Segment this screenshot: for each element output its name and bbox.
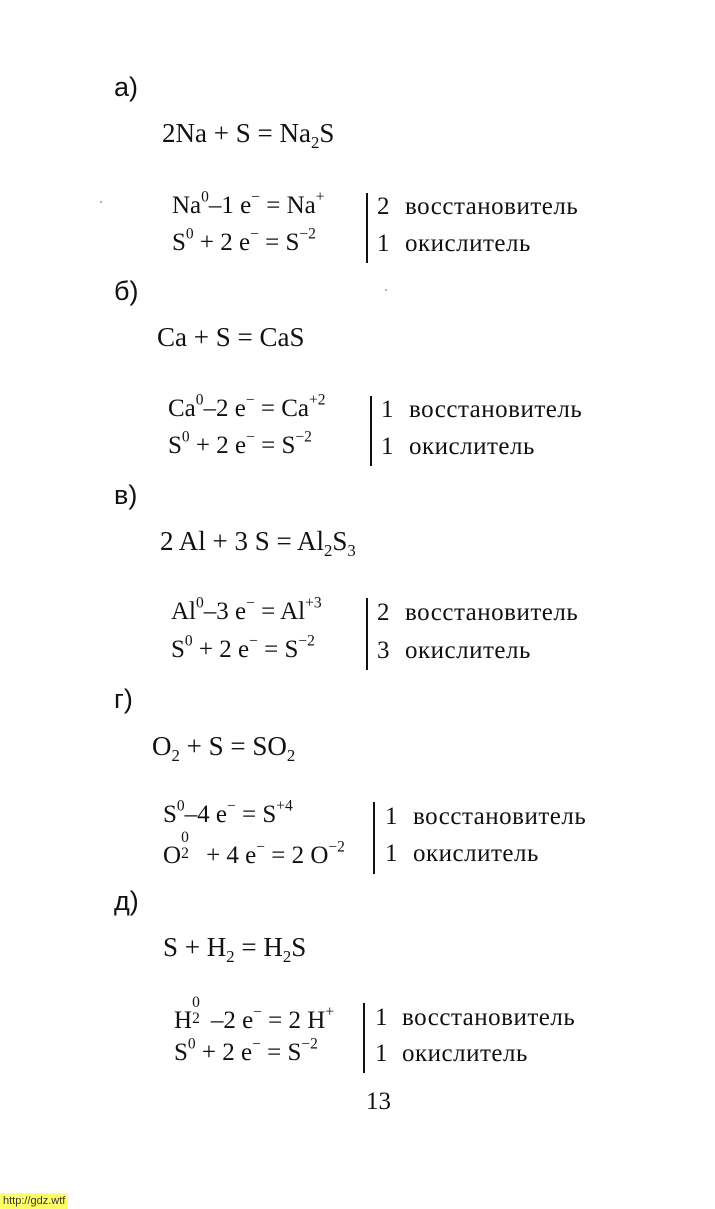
role-label: окислитель [409,433,535,460]
electron-coefficient: 1 [375,1040,388,1067]
role-label: окислитель [405,637,531,664]
half-reaction-oxidation: H 0 2 –2 e− = 2 H+ [174,994,335,1034]
electron-coefficient: 1 [375,1004,388,1031]
role-label: восстановитель [405,193,579,220]
balance-divider [366,193,368,263]
section-letter: а) [114,72,139,102]
watermark-link[interactable]: http://gdz.wtf [0,1193,68,1209]
role-label: восстановитель [402,1004,576,1031]
reaction-equation: $O_2 + S = SO_2$ [152,731,296,765]
half-reaction-oxidation: Ca$^0$–2 $e^- = Ca^{+2}$ [168,391,326,422]
balance-divider [370,396,372,466]
page-number: 13 [366,1088,391,1115]
scan-speck [100,201,102,203]
role-label: окислитель [402,1040,528,1067]
role-label: окислитель [405,230,531,257]
half-reaction-reduction: $S^0 + 2$ $e^- = S^{-2}$ [168,428,312,459]
half-reaction-oxidation: Na$^0$–1 e− = Na+ [172,188,325,219]
reaction-equation: $S + H_2 = H_2S$ [163,932,307,966]
section-letter: г) [114,684,133,714]
electron-coefficient: 1 [385,840,398,867]
section-letter: д) [114,886,139,916]
electron-coefficient: 1 [385,803,398,830]
role-label: восстановитель [405,599,579,626]
half-reaction-reduction: $S^0 + 2$ $e^- = S^{-2}$ [172,225,316,256]
reaction-equation: $2Na + S = Na_2S$ [162,118,335,152]
electron-coefficient: 2 [377,599,390,626]
balance-divider [363,1003,365,1073]
electron-coefficient: 2 [377,193,390,220]
electron-coefficient: 3 [377,637,390,664]
half-reaction-reduction: O 0 2 + 4 e− = 2 $O^{-2}$ [163,829,345,869]
half-reaction-oxidation: Al$^0$–3 $e^- = Al^{+3}$ [171,594,322,625]
reaction-equation: Ca + S = CaS [157,322,305,352]
half-reaction-oxidation: $S^0-4$ $e^- = S^{+4}$ [163,797,293,828]
role-label: восстановитель [413,803,587,830]
role-label: окислитель [413,840,539,867]
reaction-equation: 2 Al + 3 $S = Al_2S_3$ [160,526,356,560]
section-letter: в) [114,480,138,510]
electron-coefficient: 1 [377,230,390,257]
half-reaction-reduction: $S^0 + 2$ $e^- = S^{-2}$ [171,632,315,663]
balance-divider [373,802,375,874]
balance-divider [366,598,368,670]
scan-speck [385,289,387,291]
half-reaction-reduction: $S^0 + 2$ $e^- = S^{-2}$ [174,1035,318,1066]
electron-coefficient: 1 [381,433,394,460]
electron-coefficient: 1 [381,396,394,423]
section-letter: б) [114,276,139,306]
role-label: восстановитель [409,396,583,423]
